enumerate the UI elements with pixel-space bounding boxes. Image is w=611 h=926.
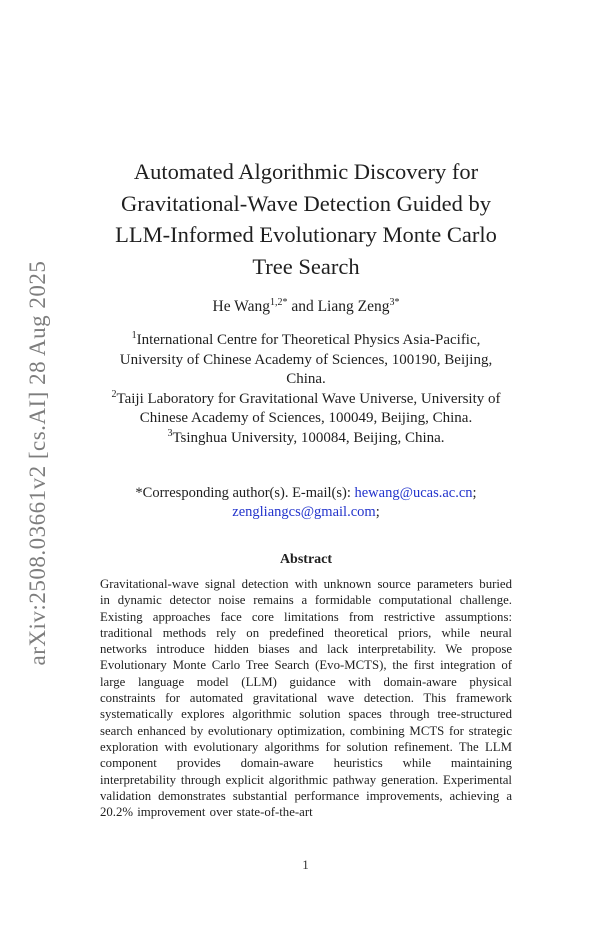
author-1-affiliation-superscript: 1,2* — [269, 296, 288, 308]
email-separator-1: ; — [472, 485, 477, 501]
email-separator-2: ; — [375, 504, 380, 520]
affiliation-3 — [100, 429, 512, 449]
paper-content-column — [100, 156, 512, 820]
page-number: 1 — [302, 857, 309, 872]
affiliation-2-superscript: 2 — [111, 388, 117, 400]
abstract-heading: Abstract — [279, 552, 333, 567]
author-line — [100, 297, 512, 316]
arxiv-watermark: arXiv:2508.03661v2 [cs.AI] 28 Aug 2025 — [25, 260, 50, 666]
author-2-affiliation-superscript: 3* — [389, 296, 400, 308]
affiliation-2-text: Taiji Laboratory for Gravitational Wave Universe, University of Chinese Academy of Sciences, 100049, Beijing, China. — [116, 390, 501, 426]
corresponding-prefix: *Corresponding author(s). E-mail(s): — [135, 485, 355, 501]
abstract-text: Gravitational-wave signal detection with unknown source parameters buried in dynamic detector noise remains a formidable computational challenge. Existing approaches face core limitations from restrictive assumptions: traditional methods rely on predefined theoretical priors, while neural networks introduce hidden biases and lack interpretability. We propose Evolutionary Monte Carlo Tree Search (Evo-MCTS), the first integration of large language model (LLM) guidance with domain-aware physical constraints for automated gravitational wave detection. This framework systematically explores algorithmic solution spaces through tree-structured search enhanced by evolutionary optimization, combining MCTS for strategic exploration with evolutionary algorithms for solution refinement. The LLM component provides domain-aware heuristics while maintaining interpretability through explicit algorithmic pathway generation. Experimental validation demonstrates substantial performance improvements, achieving a 20.2% improvement over state-of-the-art — [100, 577, 512, 820]
affiliation-2 — [100, 390, 512, 429]
affiliation-1 — [100, 331, 512, 390]
author-name-1: He Wang — [212, 298, 270, 315]
authors-separator: and — [287, 298, 318, 315]
paper-title: Automated Algorithmic Discovery for Gravitational-Wave Detection Guided by LLM-Informed Evolutionary Monte Carlo Tree Search — [115, 159, 497, 279]
affiliation-3-superscript: 3 — [167, 427, 173, 439]
corresponding-author-note — [100, 484, 512, 522]
affiliation-3-text: Tsinghua University, 100084, Beijing, China. — [172, 429, 445, 446]
email-link-hewang[interactable]: hewang@ucas.ac.cn — [354, 485, 473, 501]
author-name-2: Liang Zeng — [317, 298, 390, 315]
affiliation-1-superscript: 1 — [131, 330, 137, 341]
affiliations-block — [100, 331, 512, 448]
affiliation-1-text: International Centre for Theoretical Physics Asia-Pacific, University of Chinese Academy of Sciences, 100190, Beijing, China. — [119, 332, 493, 387]
email-link-zengliang[interactable]: zengliangcs@gmail.com — [232, 504, 376, 520]
